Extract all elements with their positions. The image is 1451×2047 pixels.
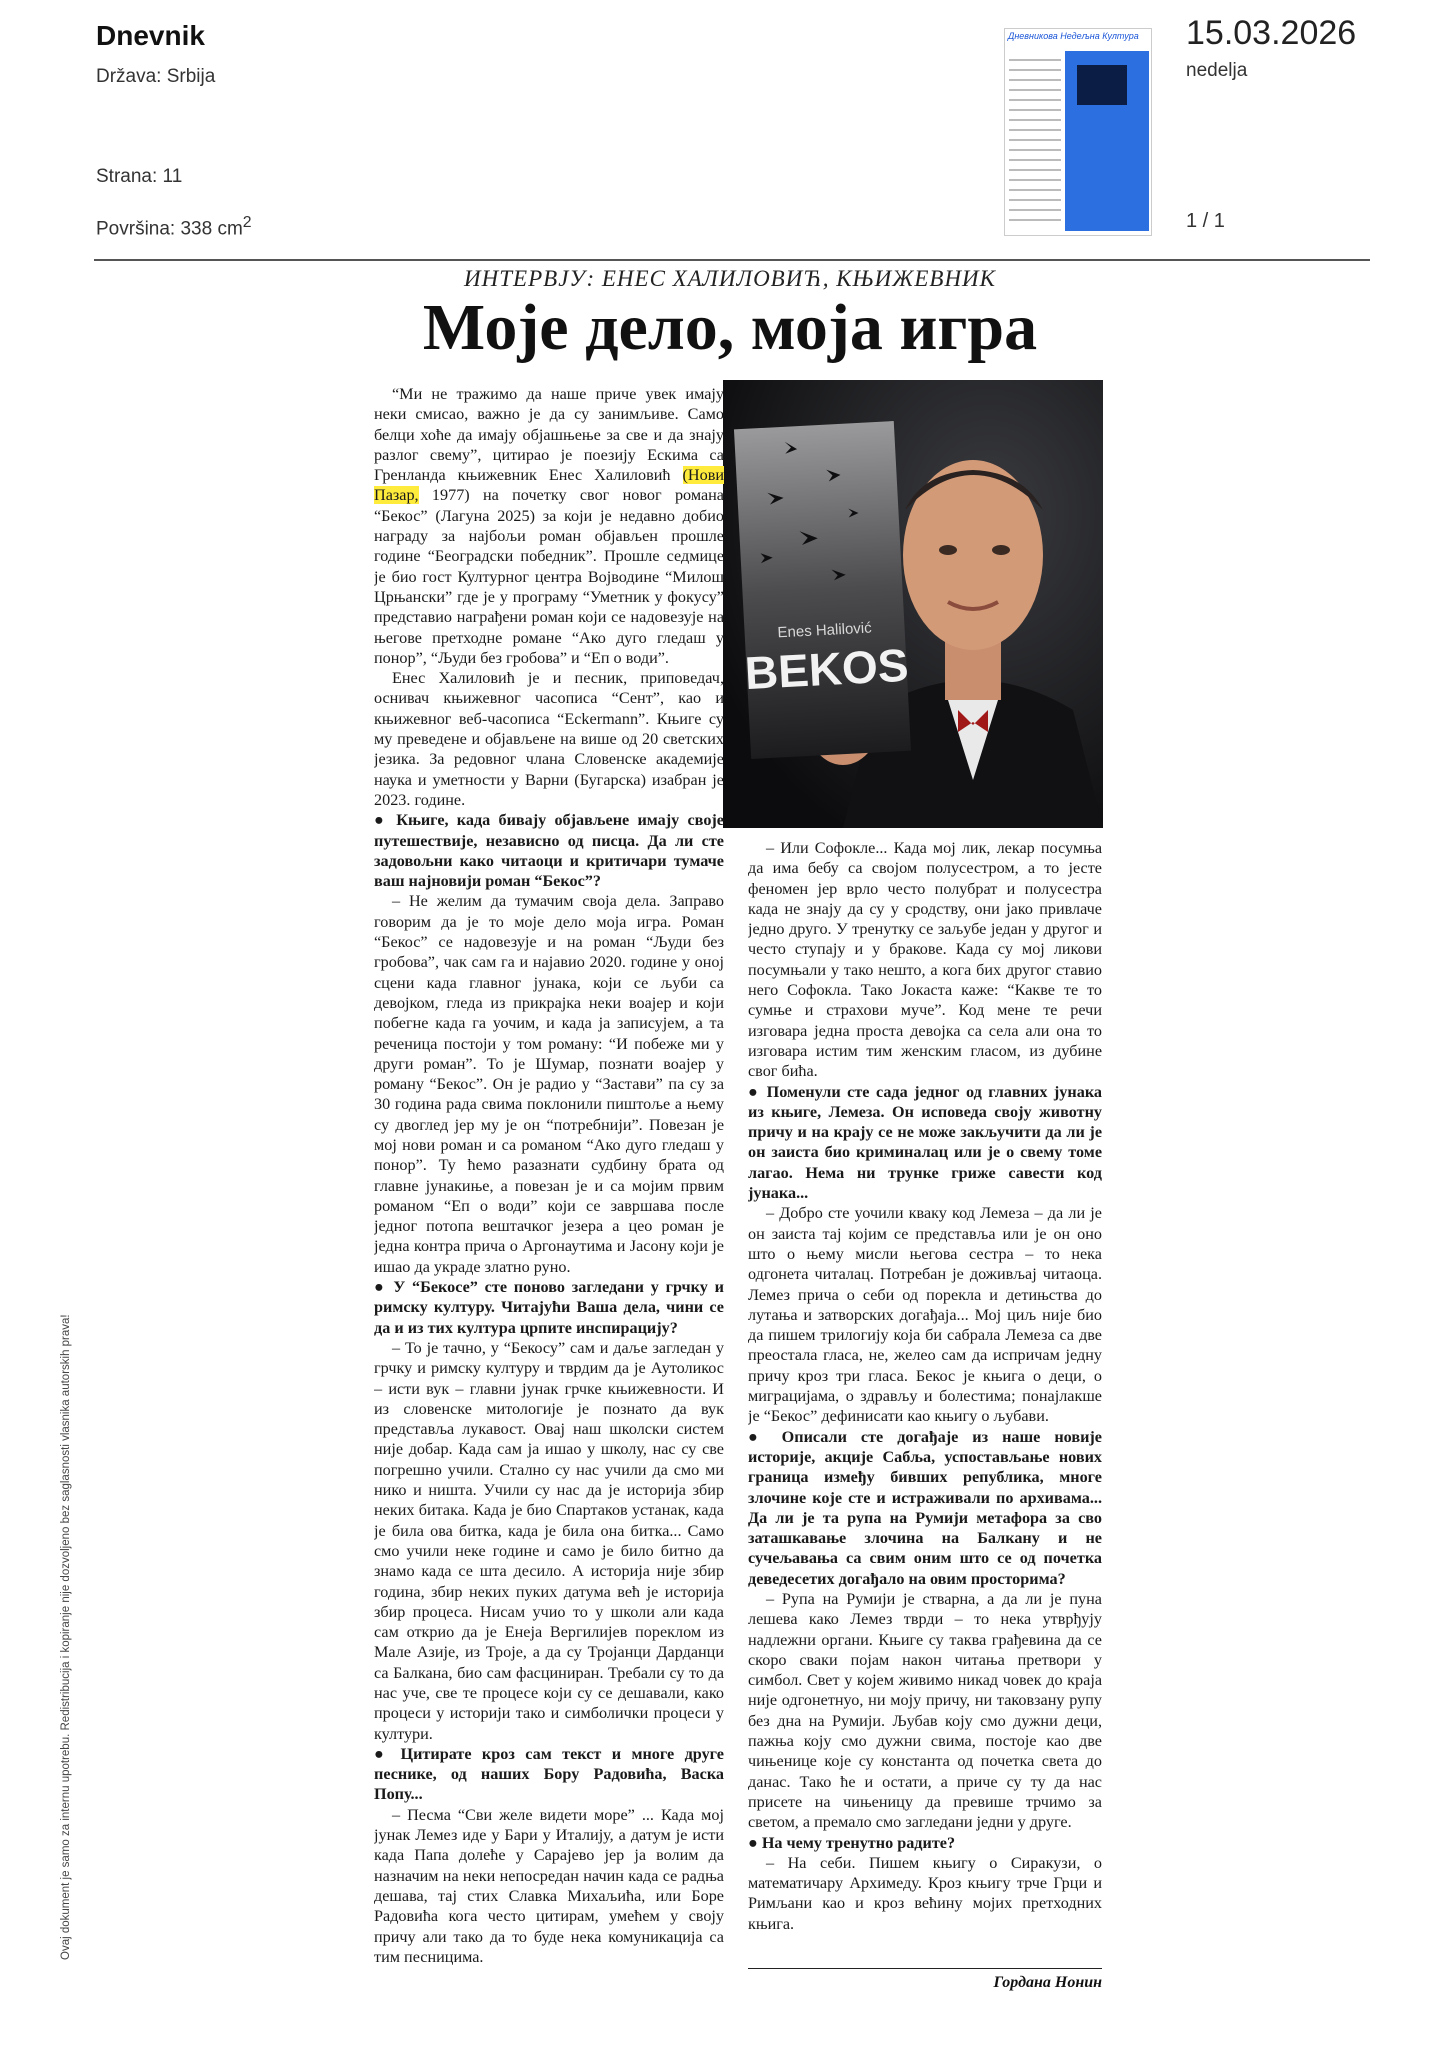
page-count: 1 / 1	[1186, 210, 1225, 232]
article-intro	[374, 384, 724, 668]
intro-text-b: 1977) на почетку свог новог романа “Бекос” (Лагуна 2025) за који је недавно добио награду за најбољи роман објављен прошле године “Београдски победник”. Прошле седмице је био гост Културног центра Војводине “Милош Црњански” где је у програму “Уметник у фокусу” представио награђени роман који се надовезује на његове претходне романе “Ако дуго гледаш у понор”, “Људи без гробова” и “Еп о води”.	[374, 486, 724, 667]
article-column-left	[374, 384, 724, 2040]
signature-divider	[748, 1968, 1102, 1969]
article-column-right	[748, 838, 1102, 1990]
interview-answer: – На себи. Пишем књигу о Сиракузи, о математичару Архимеду. Кроз књигу трче Грци и Римљани као и кроз већину мојих претходних књига.	[748, 1853, 1102, 1933]
copyright-notice: Ovaj dokument je samo za internu upotrebu. Redistribucija i kopiranje nije dozvoljeno bez saglasnosti vlasnika autorskih prava!	[60, 1314, 72, 1960]
area-value: Površina: 338 cm	[96, 218, 243, 240]
interview-question: ● Цитирате кроз сам текст и многе друге песнике, од наших Бору Радовића, Васка Попу...	[374, 1744, 724, 1804]
interview-answer: – Не желим да тумачим своја дела. Заправо говорим да је то моје дело моја игра. Роман “Бекос” се надовезује и на роман “Људи без гробова”, чак сам га и најавио 2020. године у оној сцени када главног јунака, који се љуби са девојком, гледа из прикрајка неки воајер и који побегне када га уочим, и када ја записујем, а та реченица постоји у том роману: “И побеже ми у други роман”. То је Шумар, познати воајер у роману “Бекос”. Он је радио у “Застави” па су за 30 година рада свима поклонили пиштоље а њему су двоглед јер му је он “потребнији”. Повезан је мој нови роман и са романом “Ако дуго гледаш у понор”. Ту ћемо разазнати судбину брата од главне јунакиње, а повезан је и са мојим првим романом “Еп о води” који се завршава после једног потопа вештачког језера а цео роман је једна контра прича о Аргонаутима и Јасону који је ишао да украде златно руно.	[374, 892, 724, 1276]
interview-answer: – Рупа на Румији је стварна, а да ли је пуна лешева како Лемез тврди – то нека утврђују надлежни органи. Књиге су таква грађевина да се скоро сваки појам након читања претвори у симбол. Свет у којем живимо никад човек до краја није одгонетнуо, ни моју причу, ни таковзану рупу без дна на Румији. Љубав коју смо дужни деци, пажња коју смо дужни свима, постоје као две чињенице које су константа од почетка света до данас. Тако ће и остати, а приче су ту да нас присете на чињеницу да превише трчимо за светом, а премало смо загледани једни у друге.	[748, 1589, 1102, 1832]
interview-question: ● Поменули сте сада једног од главних јунака из књиге, Лемеза. Он исповеда своју животну причу и на крају се не може закључити да ли је он заиста био криминалац или је о свему томе лагао. Нема ни трунке гриже савести код јунака...	[748, 1082, 1102, 1203]
page-thumbnail[interactable]	[1004, 28, 1152, 236]
area-label	[96, 214, 252, 240]
publication-name: Dnevnik	[96, 20, 205, 51]
interview-question: ● Описали сте догађаје из наше новије историје, акције Сабља, успостављање нових граница између бивших република, многе злочине које сте и истраживали по архивама... Да ли је та рупа на Румији метафора за сво заташкавање злочина на Балкану и не сучељавања са свим оним што се од почетка деведесетих догађало на овим просторима?	[748, 1427, 1102, 1588]
article-author: Гордана Нонин	[993, 1974, 1102, 1991]
interview-question: ● У “Бекосе” сте поново загледани у грчку и римску културу. Читајући Ваша дела, чини се да и из тих култура црпите инспирацију?	[374, 1278, 724, 1337]
interview-answer: – То је тачно, у “Бекосу” сам и даље загледан у грчку и римску културу и тврдим да је Аутоликос – исти вук – главни јунак грчке књижевности. И из словенске митологије је познато да вук представља лукавост. Овај наш школски систем није добар. Када сам ја ишао у школу, нас су све погрешно учили. Стално су нас учили да смо ми нико и ништа. Учили су нас да је историја збир неких битака. Када је био Спартаков устанак, када је била ова битка, када је била она битка... Само смо учили неке године и само је било битно да знамо када се шта десило. А историја није збир година, збир неких пуких датума већ је историја збир процеса. Нисам учио то у школи али када сам открио да је Енеја Вергилијев пореклом из Мале Азије, из Троје, а да су Тројанци Дарданци са Балкана, био сам фасциниран. Требали су то да нас уче, све те процесе који су се дешавали, како процеси у историји тако и симболички процеси у култури.	[374, 1338, 724, 1743]
article-kicker: ИНТЕРВЈУ: ЕНЕС ХАЛИЛОВИЋ, КЊИЖЕВНИК	[464, 266, 996, 291]
thumbnail-title: Дневникова Недељна Култура	[1008, 31, 1139, 41]
interview-answer: – Или Софокле... Када мој лик, лекар посумња да има бебу са својом полусестром, а то јесте феномен јер врло често полубрат и полусестра када не знају да су у сродству, они јако привлаче једно друго. У тренутку се заљубе један у другог и често ступају и у бракове. Када су мој ликови посумњали у тако нешто, а кога бих другог ставио него Софокла. Тако Јокаста каже: “Какве те то сумње и страхови муче”. Код мене те речи изговара једна проста девојка са села али она то изговара истим тим женским гласом, из дубине свог бића.	[748, 839, 1102, 1081]
header-divider	[94, 259, 1370, 261]
article-paragraph: Енес Халиловић је и песник, приповедач, оснивач књижевног часописа “Сент”, као и књижевног веб-часописа “Eckermann”. Књиге су му преведене и објављене на више од 20 светских језика. За редовног члана Словенске академије наука и уметности у Варни (Бугарска) изабран је 2023. године.	[374, 669, 724, 809]
interview-question: ● Књиге, када бивају објављене имају своје путешествије, независно од писца. Да ли сте задовољни како читаоци и критичари тумаче ваш најновији роман “Бекос”?	[374, 811, 724, 891]
country-label: Država: Srbija	[96, 66, 216, 87]
article-headline: Моје дело, моја игра	[422, 291, 1038, 364]
book-title-text: BEKOS	[743, 638, 910, 700]
issue-date: 15.03.2026	[1186, 14, 1357, 52]
interview-question: ● На чему тренутно радите?	[748, 1833, 956, 1852]
author-photo	[723, 380, 1103, 828]
highlighted-text: (Нови Пазар,	[374, 466, 724, 505]
thumbnail-photo	[1077, 65, 1127, 105]
page-label: Strana: 11	[96, 166, 183, 187]
interview-answer: – Добро сте уочили кваку код Лемеза – да ли је он заиста тај којим се представља или је он оно што о њему мисли његова сестра – то нека одгонета читалац. Потребан је доживљај читаоца. Лемез прича о себи од порекла и детињства до лутања и затворских догађаја... Мој циљ није био да пишем трилогију која би сабрала Лемеза са две преостала гласа, не, желео сам да испричам једну причу кроз три гласа. Бекос је књига о деци, о миграцијама, о здрављу и болестима; понајлакше је “Бекос” дефинисати као књигу о љубави.	[748, 1204, 1102, 1426]
issue-weekday: nedelja	[1186, 60, 1248, 81]
book-author-text: Enes Halilović	[777, 619, 873, 642]
area-unit-sup: 2	[242, 214, 252, 231]
interview-answer: – Песма “Сви желе видети море” ... Када мој јунак Лемез иде у Бари у Италију, а датум је исти када Папа долеће у Сарајево јер ја волим да назначим на неки непосредан начин када се радња дешава, тај стих Славка Михаљића, или Боре Радовића кога често цитирам, умећем у своју причу али тако да то буде нека комуникација са тим песницима.	[374, 1805, 724, 1966]
intro-text-a: “Ми не тражимо да наше приче увек имају неки смисао, важно је да су занимљиве. Само белци хоће да имају објашњење за све и да знају разлог свему”, цитирао је поезију Ескима са Гренланда књижевник Енес Халиловић	[374, 385, 724, 485]
